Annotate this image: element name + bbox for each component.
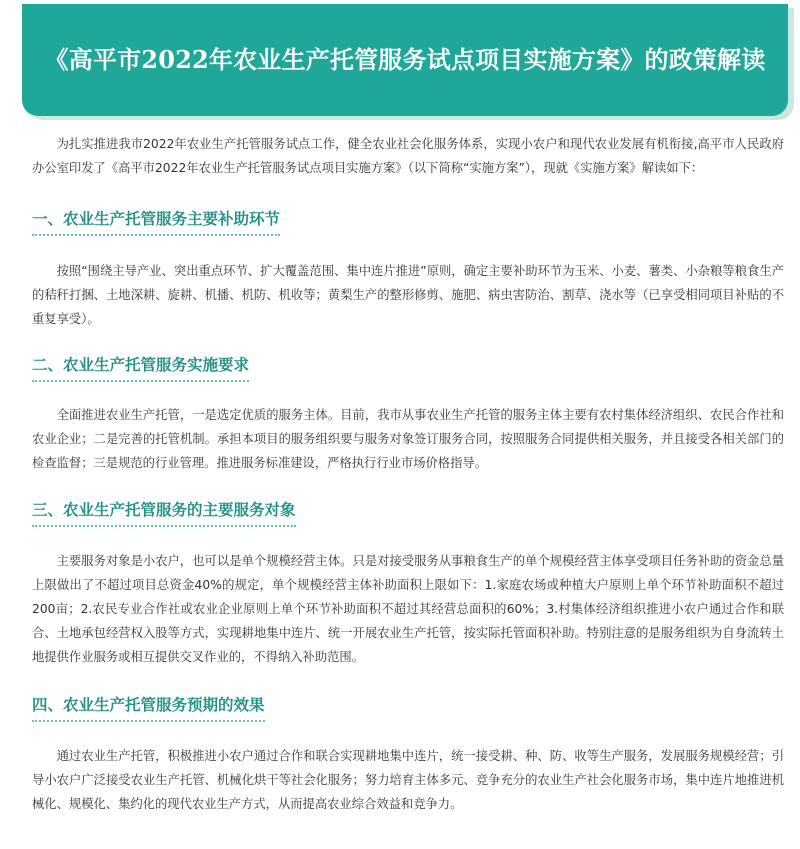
section-4-heading-block: [32, 693, 784, 722]
section-paragraph: 通过农业生产托管，积极推进小农户通过合作和联合实现耕地集中连片，统一接受耕、种、防、收等生产服务，发展服务规模经营；引导小农户广泛接受农业生产托管、机械化烘干等社会化服务；努力培育主体多元、竞争充分的农业生产社会化服务市场，集中连片地推进机械化、规模化、集约化的现代农业生产方式，从而提高农业综合效益和竞争力。: [32, 749, 784, 811]
page-title: 《高平市2022年农业生产托管服务试点项目实施方案》的政策解读: [44, 45, 766, 74]
section-3-heading-block: [32, 498, 784, 527]
section-1-body-block: [32, 259, 784, 331]
intro-paragraph: 为扎实推进我市2022年农业生产托管服务试点工作，健全农业社会化服务体系，实现小农户和现代农业发展有机衔接,高平市人民政府办公室印发了《高平市2022年农业生产托管服务试点项目实施方案》（以下简称“实施方案”），现就《实施方案》解读如下：: [32, 137, 784, 175]
section-heading: 二、农业生产托管服务实施要求: [32, 353, 249, 382]
section-paragraph: 主要服务对象是小农户，也可以是单个规模经营主体。只是对接受服务从事粮食生产的单个规模经营主体享受项目任务补助的资金总量上限做出了不超过项目总资金40%的规定，单个规模经营主体补助面积上限如下：1.家庭农场或种植大户原则上单个环节补助面积不超过200亩；2.农民专业合作社或农业企业原则上单个环节补助面积不超过其经营总面积的60%；3.村集体经济组织推进小农户通过合作和联合、土地承包经营权入股等方式，实现耕地集中连片、统一开展农业生产托管，按实际托管面积补助。特别注意的是服务组织为自身流转土地提供作业服务或相互提供交叉作业的，不得纳入补助范围。: [32, 554, 784, 664]
intro-block: [32, 132, 784, 180]
title-banner: [22, 4, 788, 116]
section-heading: 四、农业生产托管服务预期的效果: [32, 693, 265, 722]
section-1-heading-block: [32, 207, 784, 236]
section-heading: 一、农业生产托管服务主要补助环节: [32, 207, 280, 236]
section-heading: 三、农业生产托管服务的主要服务对象: [32, 498, 296, 527]
section-4-body-block: [32, 744, 784, 816]
section-2-heading-block: [32, 353, 784, 382]
section-paragraph: 按照“围绕主导产业、突出重点环节、扩大覆盖范围、集中连片推进”原则，确定主要补助环节为玉米、小麦、薯类、小杂粮等粮食生产的秸秆打捆、土地深耕、旋耕、机播、机防、机收等；黄梨生产的整形修剪、施肥、病虫害防治、割草、浇水等（已享受相同项目补贴的不重复享受）。: [32, 264, 784, 326]
section-paragraph: 全面推进农业生产托管，一是选定优质的服务主体。目前，我市从事农业生产托管的服务主体主要有农村集体经济组织、农民合作社和农业企业；二是完善的托管机制。承担本项目的服务组织要与服务对象签订服务合同，按照服务合同提供相关服务，并且接受各相关部门的检查监督；三是规范的行业管理。推进服务标准建设，严格执行行业市场价格指导。: [32, 408, 784, 470]
section-3-body-block: [32, 549, 784, 669]
section-2-body-block: [32, 403, 784, 475]
